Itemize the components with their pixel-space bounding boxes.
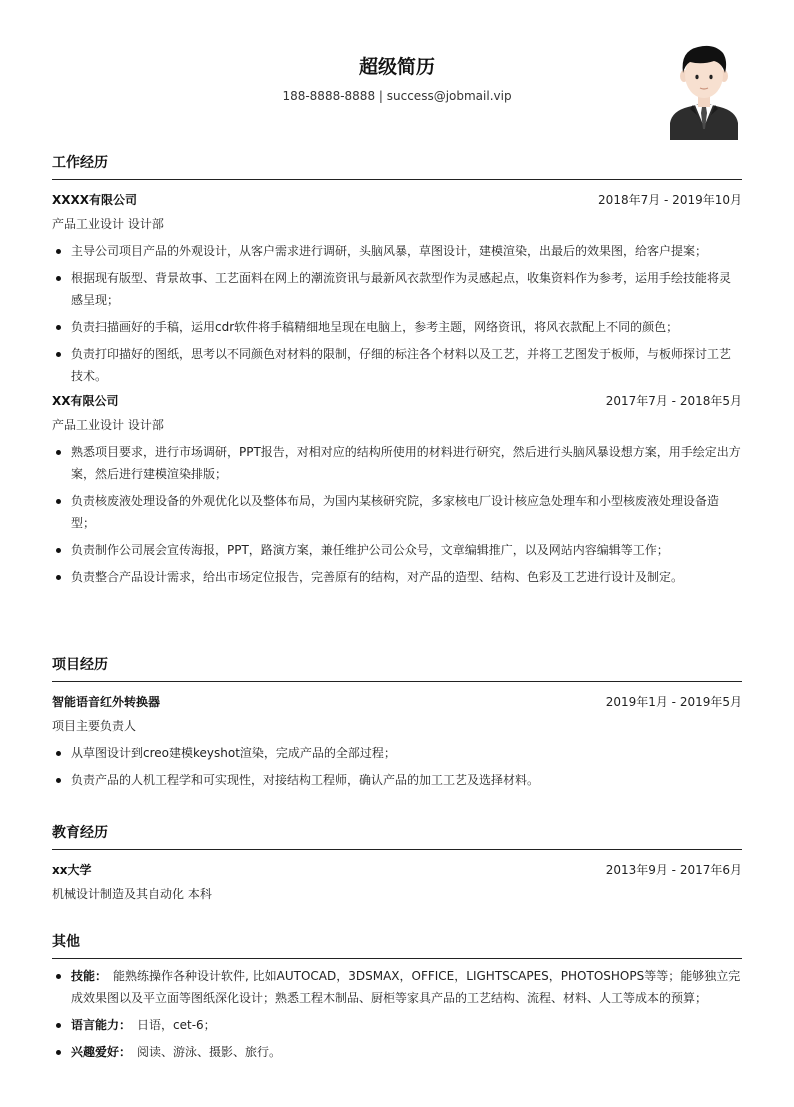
avatar [668,43,740,140]
bullet-list [52,441,742,588]
list-item-text: 负责核废液处理设备的外观优化以及整体布局，为国内某核研究院，多家核电厂设计核应急处理车和小型核废液处理设备造型； [71,494,720,530]
section-title-other: 其他 [52,931,742,959]
item-label: 兴趣爱好： [71,1045,132,1059]
item-label: 技能： [71,969,108,983]
list-item [52,742,742,764]
list-item [52,441,742,485]
work-entry [52,389,742,588]
list-item [52,1041,742,1063]
entry-date: 2019年1月 - 2019年5月 [605,694,742,709]
project-role: 项目主要负责人 [52,719,137,733]
list-item-text: 负责产品的人机工程学和可实现性，对接结构工程师，确认产品的加工工艺及选择材料。 [71,773,540,787]
bullet-icon [56,778,61,783]
list-item [52,240,742,262]
item-text: 日语，cet-6； [137,1018,216,1032]
entry-date: 2017年7月 - 2018年5月 [605,393,742,408]
bullet-list [52,240,742,387]
bullet-icon [56,548,61,553]
bullet-icon [56,1023,61,1028]
item-text: 能熟练操作各种设计软件, 比如AUTOCAD，3DSMAX，OFFICE，LIGHTSCAPES，PHOTOSHOPS等等；能够独立完成效果图以及平立面等图纸深化设计；熟悉工程木制品、厨柜等家具产品的工艺结构、流程、材料、人工等成本的预算； [71,969,741,1005]
job-role: 产品工业设计 设计部 [52,217,164,231]
list-item [52,1014,742,1036]
list-item-text: 负责制作公司展会宣传海报，PPT，路演方案，兼任维护公司公众号，文章编辑推广，以及网站内容编辑等工作； [71,543,669,557]
list-item [52,566,742,588]
entry-header [52,690,742,712]
list-item [52,490,742,534]
bullet-icon [56,450,61,455]
section-title-education: 教育经历 [52,822,742,850]
list-item [52,343,742,387]
bullet-list [52,742,742,791]
avatar-icon [668,43,740,140]
bullet-icon [56,1050,61,1055]
bullet-icon [56,751,61,756]
major: 机械设计制造及其自动化 本科 [52,887,212,901]
list-item [52,539,742,561]
work-entry [52,188,742,387]
bullet-icon [56,325,61,330]
resume-header [0,0,794,150]
education-section [52,822,742,905]
entry-date: 2013年9月 - 2017年6月 [605,862,742,877]
list-item [52,267,742,311]
project-entry [52,690,742,791]
candidate-name: 超级简历 [358,56,435,78]
contact-info: 188-8888-8888 | success@jobmail.vip [282,89,512,103]
bullet-icon [56,276,61,281]
entry-header [52,389,742,411]
work-section [52,152,742,588]
list-item [52,769,742,791]
project-name: 智能语音红外转换器 [52,694,161,709]
list-item-text: 负责整合产品设计需求，给出市场定位报告，完善原有的结构，对产品的造型、结构、色彩及工艺进行设计及制定。 [71,570,684,584]
projects-section [52,654,742,791]
bullet-icon [56,575,61,580]
list-item-text: 负责打印描好的图纸，思考以不同颜色对材料的限制，仔细的标注各个材料以及工艺，并将工艺图发于板师，与板师探讨工艺技术。 [71,347,732,383]
list-item-text: 根据现有版型、背景故事、工艺面料在网上的潮流资讯与最新风衣款型作为灵感起点，收集资料作为参考，运用手绘技能将灵感呈现； [71,271,732,307]
section-title-work: 工作经历 [52,152,742,180]
list-item-text: 主导公司项目产品的外观设计，从客户需求进行调研，头脑风暴，草图设计，建模渲染，出最后的效果图，给客户提案； [71,244,708,258]
entry-header [52,858,742,880]
school-name: xx大学 [52,862,92,877]
list-item [52,316,742,338]
item-label: 语言能力： [71,1018,132,1032]
list-item-text: 负责扫描画好的手稿，运用cdr软件将手稿精细地呈现在电脑上，参考主题，网络资讯，将风衣款配上不同的颜色； [71,320,679,334]
job-role: 产品工业设计 设计部 [52,418,164,432]
item-text: 阅读、游泳、摄影、旅行。 [137,1045,282,1059]
bullet-icon [56,249,61,254]
bullet-icon [56,974,61,979]
other-section [52,931,742,1063]
list-item-text: 从草图设计到creo建模keyshot渲染，完成产品的全部过程； [71,746,396,760]
bullet-list [52,965,742,1063]
company-name: XXXX有限公司 [52,192,138,207]
bullet-icon [56,499,61,504]
bullet-icon [56,352,61,357]
entry-date: 2018年7月 - 2019年10月 [598,192,742,207]
education-entry [52,858,742,905]
list-item-text: 熟悉项目要求，进行市场调研，PPT报告，对相对应的结构所使用的材料进行研究，然后进行头脑风暴设想方案，用手绘定出方案，然后进行建模渲染排版； [71,445,741,481]
entry-header [52,188,742,210]
list-item [52,965,742,1009]
company-name: XX有限公司 [52,393,119,408]
section-title-projects: 项目经历 [52,654,742,682]
